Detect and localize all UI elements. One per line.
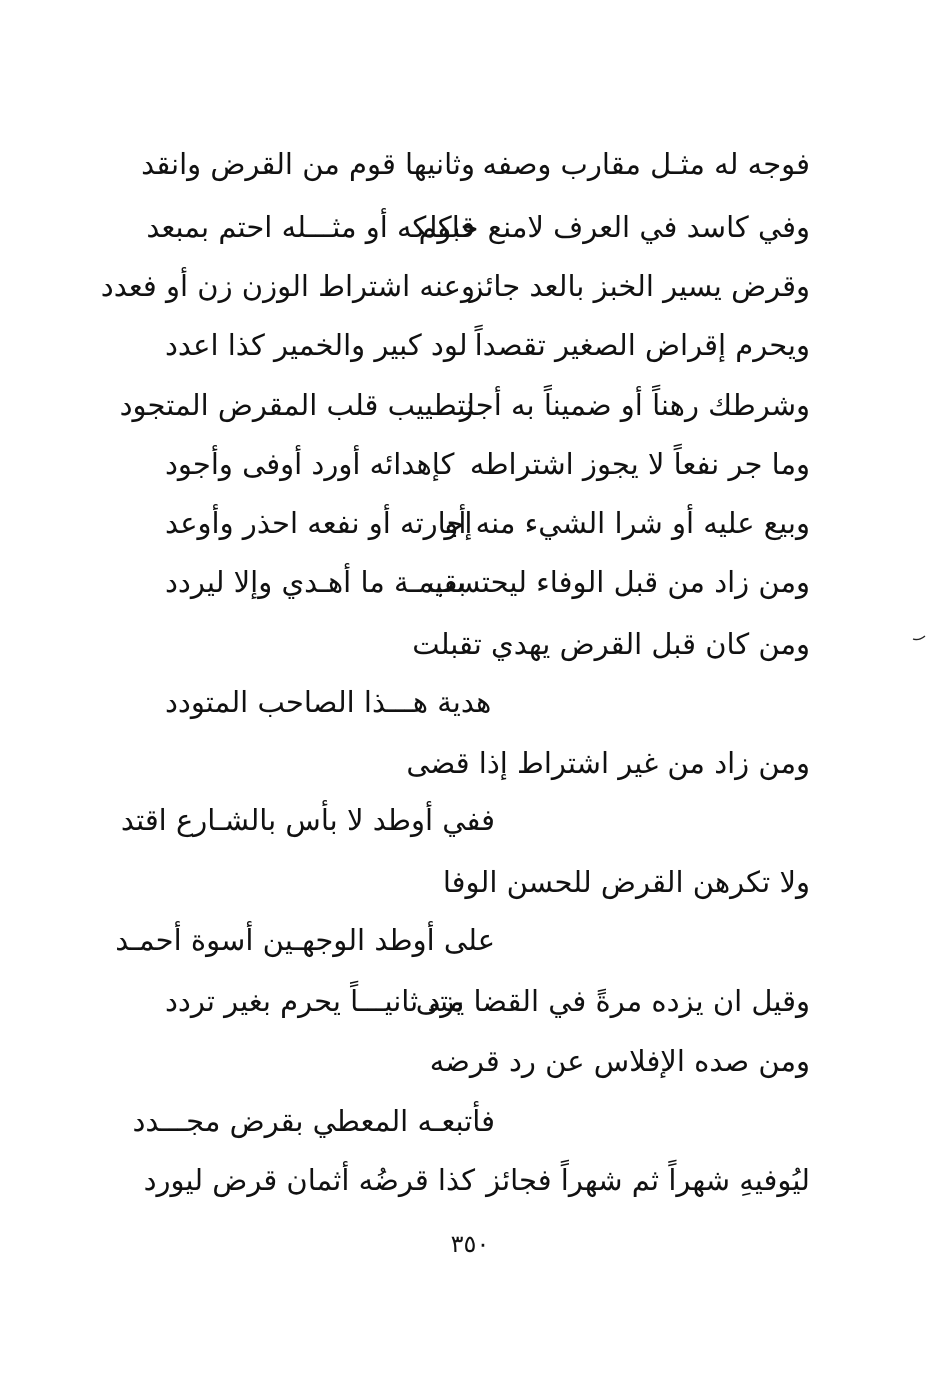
verse-11-first-line: ولا تكرهن القرض للحسن الوفا — [442, 865, 810, 899]
verse-13-second-line: فأتبعـه المعطي بقرض مجـــدد — [132, 1104, 495, 1138]
verse-6-second-hemistich: كإهدائه أورد أوفى وأجود — [165, 447, 455, 481]
verse-11-second-line: على أوطد الوجهـين أسوة أحمـد — [115, 923, 495, 957]
verse-9-second-line: هدية هـــذا الصاحب المتودد — [165, 685, 492, 719]
verse-10-second-line: ففي أوطد لا بأس بالشـارع اقتد — [120, 803, 495, 837]
verse-4-second-hemistich: لود كبير والخمير كذا اعدد — [165, 328, 468, 362]
verse-12-second-hemistich: يزد ثانيـــاً يحرم بغير تردد — [165, 984, 465, 1018]
verse-14-first-hemistich: ليُوفيهِ شهراً ثم شهراً فجائز — [486, 1163, 810, 1197]
verse-4-first-hemistich: ويحرم إقراض الصغير تقصداً — [474, 328, 810, 362]
verse-8-second-hemistich: بقيمـة ما أهـدي وإلا ليردد — [165, 565, 467, 599]
verse-14-second-hemistich: كذا قرضُه أثمان قرض ليورد — [143, 1163, 475, 1197]
verse-1-first-hemistich: فوجه له مثـل مقارب وصفه — [482, 147, 810, 181]
verse-7-second-hemistich: إجارته أو نفعه احذر وأوعد — [165, 506, 473, 540]
verse-9-first-line: ومن كان قبل القرض يهدي تقبلت — [412, 627, 810, 661]
verse-1-second-hemistich: وثانيها قوم من القرض وانقد — [141, 147, 475, 181]
verse-10-first-line: ومن زاد من غير اشتراط إذا قضى — [406, 746, 810, 780]
verse-6-first-hemistich: وما جر نفعاً لا يجوز اشتراطه — [469, 447, 810, 481]
verse-2-second-hemistich: قبولكه أو مثـــله احتم بمبعد — [146, 210, 475, 244]
verse-7-first-hemistich: وبيع عليه أو شرا الشيء منه أو — [444, 506, 810, 540]
verse-3-second-hemistich: وعنه اشتراط الوزن زن أو فعدد — [100, 269, 475, 303]
verse-5-second-hemistich: لتطييب قلب المقرض المتجود — [119, 388, 475, 422]
margin-mark-icon — [912, 630, 926, 644]
verse-13-first-line: ومن صده الإفلاس عن رد قرضه — [429, 1044, 810, 1078]
verse-2-first-hemistich: وفي كاسد في العرف لامنع حاكم — [418, 210, 810, 244]
verse-5-first-hemistich: وشرطك رهناً أو ضميناً به أجز — [459, 388, 810, 422]
verse-8-first-hemistich: ومن زاد من قبل الوفاء ليحتسب — [427, 565, 810, 599]
verse-3-first-hemistich: وقرض يسير الخبز بالعد جائز — [469, 269, 810, 303]
verse-12-first-hemistich: وقيل ان يزده مرةً في القضا متى — [415, 984, 810, 1018]
page-number: ٣٥٠ — [450, 1230, 490, 1258]
